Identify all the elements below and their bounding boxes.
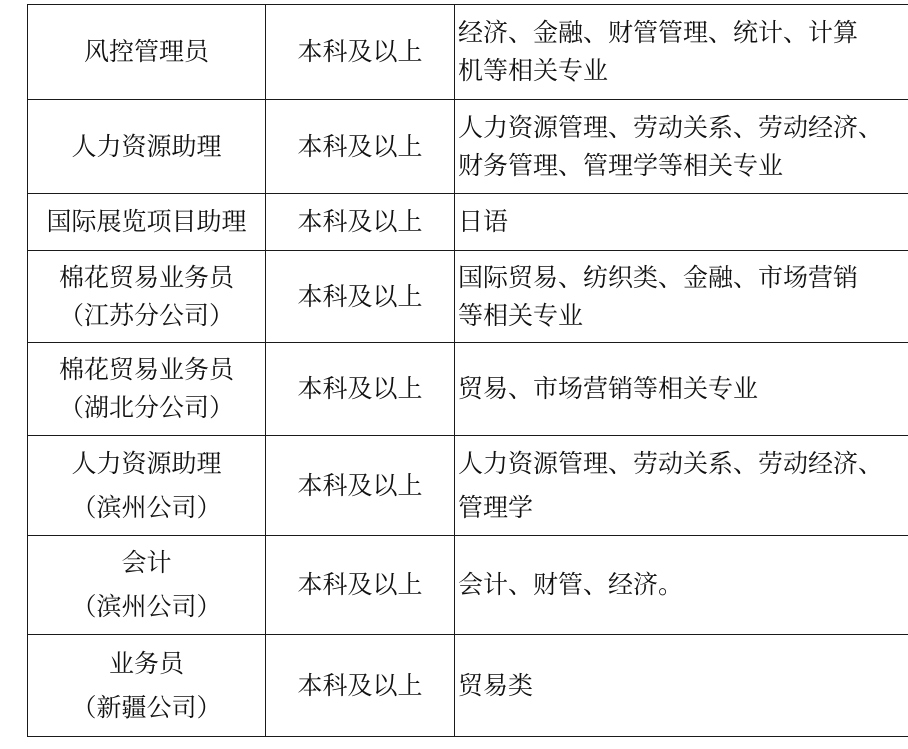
position-subtext: （滨州公司） [71, 492, 222, 522]
major-cell [455, 100, 908, 194]
major-cell [455, 194, 908, 251]
table-row [28, 194, 908, 251]
major-text: 人力资源管理、劳动关系、劳动经济、 [458, 112, 884, 142]
position-text: 业务员 [108, 648, 184, 678]
major-cell [455, 436, 908, 536]
table-row [28, 100, 908, 194]
major-text: 会计、财管、经济。 [458, 570, 684, 599]
major-cell [455, 251, 908, 343]
major-cell [455, 343, 908, 436]
position-cell [28, 635, 266, 737]
major-text: 经济、金融、财管管理、统计、计算 [458, 18, 859, 47]
position-text: 人力资源助理 [71, 131, 222, 161]
position-text: 会计 [121, 548, 172, 577]
position-subtext: （新疆公司） [71, 692, 222, 722]
table-row [28, 251, 908, 343]
major-text: 机等相关专业 [458, 56, 609, 85]
job-requirements-table [27, 4, 908, 737]
position-cell [28, 100, 266, 194]
position-text: 棉花贸易业务员 [58, 262, 234, 292]
position-text: 人力资源助理 [71, 448, 222, 478]
position-cell [28, 536, 266, 635]
major-text: 等相关专业 [458, 300, 584, 330]
table-row [28, 343, 908, 436]
major-text: 日语 [458, 207, 509, 236]
education-cell: 本科及以上 [266, 343, 455, 436]
education-cell: 本科及以上 [266, 536, 455, 635]
position-text: 国际展览项目助理 [46, 207, 247, 236]
position-subtext: （湖北分公司） [58, 393, 234, 422]
education-cell: 本科及以上 [266, 194, 455, 251]
position-subtext: （江苏分公司） [58, 300, 234, 330]
education-cell: 本科及以上 [266, 5, 455, 100]
position-cell [28, 343, 266, 436]
education-cell: 本科及以上 [266, 436, 455, 536]
table-row [28, 436, 908, 536]
major-text: 人力资源管理、劳动关系、劳动经济、 [458, 448, 884, 478]
major-text: 国际贸易、纺织类、金融、市场营销 [458, 262, 859, 292]
position-cell [28, 5, 266, 100]
education-cell: 本科及以上 [266, 251, 455, 343]
major-text: 贸易、市场营销等相关专业 [458, 374, 759, 403]
major-cell [455, 5, 908, 100]
position-cell [28, 436, 266, 536]
position-text: 棉花贸易业务员 [58, 355, 234, 384]
position-cell [28, 194, 266, 251]
table-row [28, 536, 908, 635]
position-subtext: （滨州公司） [71, 592, 222, 621]
education-cell: 本科及以上 [266, 100, 455, 194]
major-cell [455, 635, 908, 737]
major-text: 贸易类 [458, 670, 534, 700]
major-text: 财务管理、管理学等相关专业 [458, 150, 784, 180]
table-row [28, 635, 908, 737]
position-cell [28, 251, 266, 343]
major-text: 管理学 [458, 492, 534, 522]
major-cell [455, 536, 908, 635]
position-text: 风控管理员 [83, 37, 209, 66]
table-row [28, 5, 908, 100]
education-cell: 本科及以上 [266, 635, 455, 737]
